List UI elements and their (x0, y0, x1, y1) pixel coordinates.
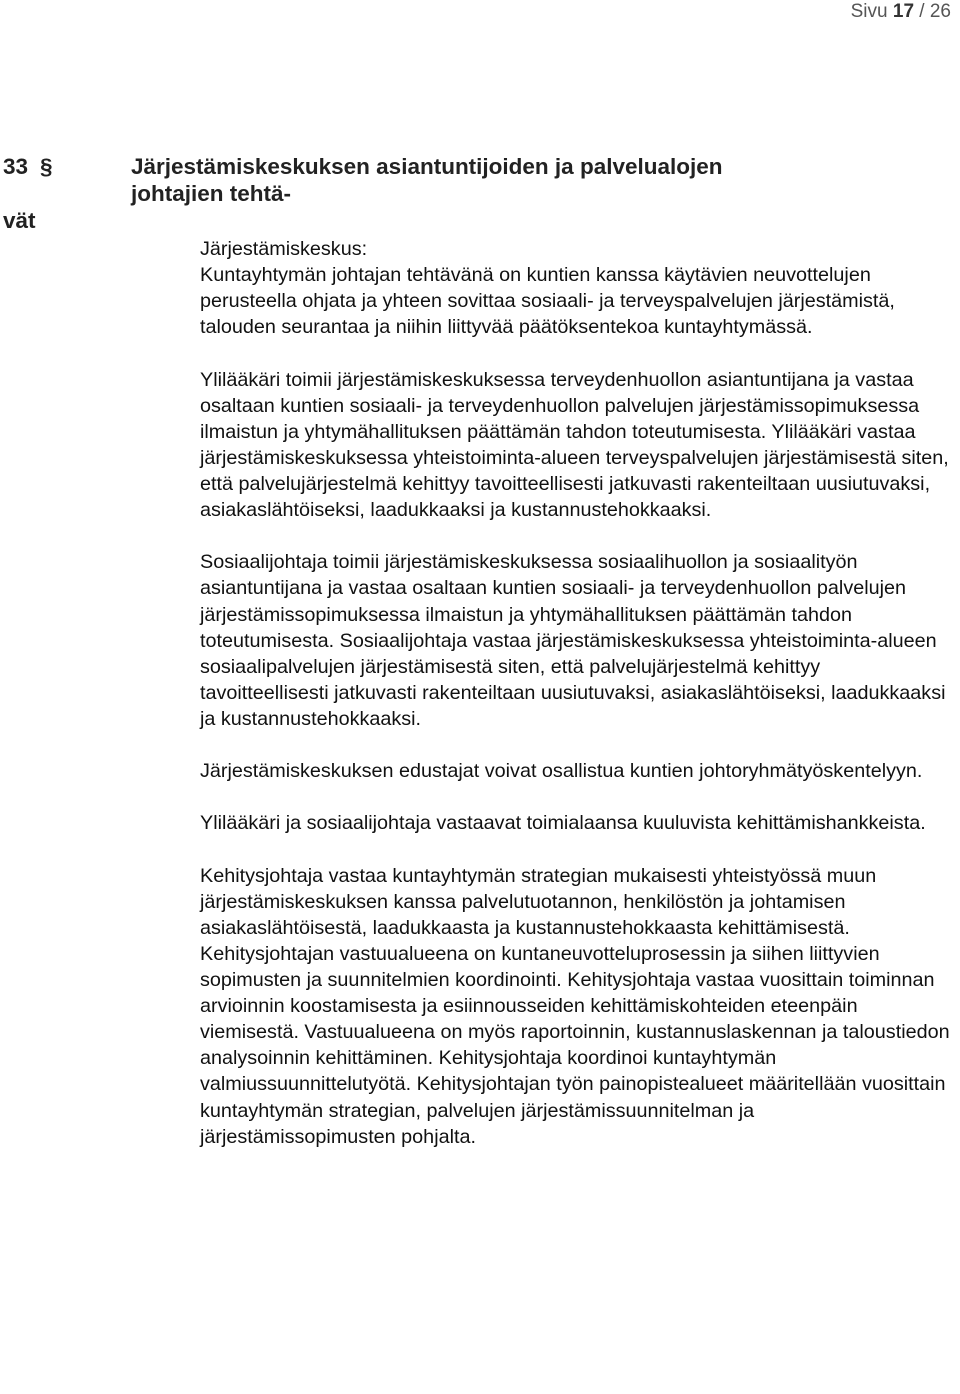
page-current: 17 (892, 1, 915, 22)
section-heading (3, 153, 943, 234)
section-number: 33 (3, 154, 29, 179)
paragraph-text: Kuntayhtymän johtajan tehtävänä on kuntien kanssa käytävien neuvottelujen perusteella ohjata ja yhteen sovittaa sosiaali- ja terveyspalvelujen järjestämistä, talouden seurantaa ja niihin liittyvää päätöksentekoa kuntayhtymässä. (200, 264, 895, 339)
paragraph-representatives: Järjestämiskeskuksen edustajat voivat osallistua kuntien johtoryhmätyöskentelyyn. (200, 760, 923, 783)
paragraph-label: Järjestämiskeskus: (200, 238, 368, 260)
section-symbol: § (40, 154, 53, 179)
page-number (851, 0, 951, 24)
page-label: Sivu (850, 1, 888, 22)
paragraph-development-projects: Ylilääkäri ja sosiaalijohtaja vastaavat toimialaansa kuuluvista kehittämishankkeista. (200, 812, 926, 835)
paragraph-social-director: Sosiaalijohtaja toimii järjestämiskeskuksessa sosiaalihuollon ja sosiaalityön asiantuntijana ja vastaa osaltaan kuntien sosiaali- ja terveydenhuollon palvelujen järjestämissopimuksessa ilmaistun ja yhtymähallituksen päättämän tahdon toteutumisesta. Sosiaalijohtaja vastaa järjestämiskeskuksessa yhteistoiminta-alueen sosiaalipalvelujen järjestämisestä siten, että palvelujärjestelmä kehittyy tavoitteellisesti jatkuvasti rakenteiltaan uusiutuvaksi, asiakaslähtöiseksi, laadukkaaksi ja kustannustehokkaaksi. (200, 551, 946, 730)
page-total: 26 (929, 1, 951, 22)
paragraph-chief-physician: Ylilääkäri toimii järjestämiskeskuksessa terveydenhuollon asiantuntijana ja vastaa osaltaan kuntien sosiaali- ja terveydenhuollon palvelujen järjestämissopimuksessa ilmaistun ja yhtymähallituksen päättämän tahdon toteutumisesta. Ylilääkäri vastaa järjestämiskeskuksessa yhteistoiminta-alueen terveyspalvelujen järjestämisestä siten, että palvelujärjestelmä kehittyy tavoitteellisesti jatkuvasti rakenteiltaan uusiutuvaksi, asiakaslähtöiseksi, laadukkaaksi ja kustannustehokkaaksi. (200, 368, 949, 522)
section-title-line1: Järjestämiskeskuksen asiantuntijoiden ja palvelualojen johtajien tehtä- (131, 154, 723, 206)
section-title-line2: vät (3, 208, 36, 233)
paragraph-development-director: Kehitysjohtaja vastaa kuntayhtymän strategian mukaisesti yhteistyössä muun järjestämiskeskuksen kanssa palvelutuotannon, henkilöstön ja johtamisen asiakaslähtöisestä, laadukkaasta ja kustannustehokkaasta kehittämisestä. Kehitysjohtajan vastuualueena on kuntaneuvotteluprosessin ja siihen liittyvien sopimusten ja suunnitelmien koordinointi. Kehitysjohtaja vastaa vuosittain toiminnan arvioinnin koostamisesta ja esiinnousseiden kehittämiskohteiden eteenpäin viemisestä. Vastuualueena on myös raportoinnin, kustannuslaskennan ja taloustiedon analysoinnin kehittäminen. Kehitysjohtaja koordinoi kuntayhtymän valmiussuunnittelutyötä. Kehitysjohtajan työn painopistealueet määritellään vuosittain kuntayhtymän strategian, palvelujen järjestämissuunnitelman ja järjestämissopimusten pohjalta. (200, 864, 950, 1148)
paragraph-organizing-centre (200, 236, 952, 340)
page-separator: / (919, 1, 925, 22)
document-body (200, 236, 952, 1176)
